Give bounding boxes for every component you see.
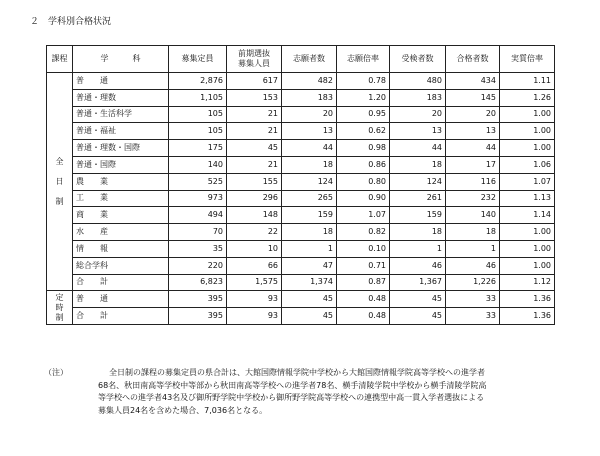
subject-cell: 普通・福祉 xyxy=(73,123,169,140)
real-ratio-cell: 1.26 xyxy=(500,89,555,106)
header-row xyxy=(47,46,555,73)
quota-cell: 105 xyxy=(169,123,227,140)
passed-cell: 44 xyxy=(446,140,500,157)
app-ratio-cell: 1.20 xyxy=(337,89,390,106)
table-row xyxy=(47,190,555,207)
real-ratio-cell: 1.13 xyxy=(500,190,555,207)
applicants-cell: 124 xyxy=(282,173,337,190)
early-cell: 21 xyxy=(227,123,282,140)
footnote-line: 募集人員24名を含めた場合、7,036名となる。 xyxy=(98,405,268,415)
early-cell: 296 xyxy=(227,190,282,207)
examinees-cell: 45 xyxy=(390,291,446,308)
quota-cell: 105 xyxy=(169,106,227,123)
table-row xyxy=(47,224,555,241)
early-cell: 617 xyxy=(227,73,282,90)
early-cell: 155 xyxy=(227,173,282,190)
real-ratio-cell: 1.12 xyxy=(500,274,555,291)
applicants-cell: 159 xyxy=(282,207,337,224)
early-cell: 45 xyxy=(227,140,282,157)
passed-cell: 33 xyxy=(446,291,500,308)
app-ratio-cell: 0.48 xyxy=(337,291,390,308)
quota-cell: 35 xyxy=(169,240,227,257)
quota-cell: 70 xyxy=(169,224,227,241)
applicants-cell: 482 xyxy=(282,73,337,90)
table-row xyxy=(47,173,555,190)
header-applicants: 志願者数 xyxy=(282,46,337,73)
examinees-cell: 159 xyxy=(390,207,446,224)
early-cell: 21 xyxy=(227,156,282,173)
quota-cell: 494 xyxy=(169,207,227,224)
examinees-cell: 1,367 xyxy=(390,274,446,291)
quota-cell: 395 xyxy=(169,308,227,325)
header-quota: 募集定員 xyxy=(169,46,227,73)
passed-cell: 33 xyxy=(446,308,500,325)
early-cell: 1,575 xyxy=(227,274,282,291)
real-ratio-cell: 1.00 xyxy=(500,240,555,257)
early-cell: 93 xyxy=(227,291,282,308)
real-ratio-cell: 1.00 xyxy=(500,224,555,241)
passed-cell: 20 xyxy=(446,106,500,123)
examinees-cell: 46 xyxy=(390,257,446,274)
footnote xyxy=(44,367,564,417)
header-early: 前期選抜 募集人員 xyxy=(227,46,282,73)
applicants-cell: 20 xyxy=(282,106,337,123)
applicants-cell: 47 xyxy=(282,257,337,274)
footnote-label: （注） xyxy=(44,368,68,377)
app-ratio-cell: 1.07 xyxy=(337,207,390,224)
quota-cell: 6,823 xyxy=(169,274,227,291)
header-app-ratio: 志願倍率 xyxy=(337,46,390,73)
footnote-body xyxy=(98,367,564,417)
examinees-cell: 20 xyxy=(390,106,446,123)
passed-cell: 145 xyxy=(446,89,500,106)
app-ratio-cell: 0.71 xyxy=(337,257,390,274)
applicants-cell: 45 xyxy=(282,291,337,308)
quota-cell: 2,876 xyxy=(169,73,227,90)
examinees-cell: 45 xyxy=(390,308,446,325)
app-ratio-cell: 0.48 xyxy=(337,308,390,325)
subject-cell: 工 業 xyxy=(73,190,169,207)
table-row xyxy=(47,89,555,106)
footnote-line: 全日制の課程の募集定員の県合計は、大館国際情報学院中学校から大館国際情報学院高等学校への進学者 xyxy=(109,368,485,377)
app-ratio-cell: 0.62 xyxy=(337,123,390,140)
passed-cell: 18 xyxy=(446,224,500,241)
app-ratio-cell: 0.10 xyxy=(337,240,390,257)
applicants-cell: 265 xyxy=(282,190,337,207)
table-row xyxy=(47,240,555,257)
table-row xyxy=(47,106,555,123)
early-cell: 148 xyxy=(227,207,282,224)
app-ratio-cell: 0.90 xyxy=(337,190,390,207)
applicants-cell: 45 xyxy=(282,308,337,325)
quota-cell: 175 xyxy=(169,140,227,157)
early-cell: 22 xyxy=(227,224,282,241)
total-row xyxy=(47,274,555,291)
applicants-cell: 183 xyxy=(282,89,337,106)
passed-cell: 140 xyxy=(446,207,500,224)
passed-cell: 1 xyxy=(446,240,500,257)
applicants-cell: 13 xyxy=(282,123,337,140)
passed-cell: 1,226 xyxy=(446,274,500,291)
real-ratio-cell: 1.06 xyxy=(500,156,555,173)
passed-cell: 116 xyxy=(446,173,500,190)
early-cell: 93 xyxy=(227,308,282,325)
quota-cell: 220 xyxy=(169,257,227,274)
real-ratio-cell: 1.00 xyxy=(500,106,555,123)
subject-cell: 総合学科 xyxy=(73,257,169,274)
real-ratio-cell: 1.00 xyxy=(500,257,555,274)
quota-cell: 973 xyxy=(169,190,227,207)
subject-cell: 農 業 xyxy=(73,173,169,190)
admission-table xyxy=(46,45,555,325)
examinees-cell: 44 xyxy=(390,140,446,157)
examinees-cell: 183 xyxy=(390,89,446,106)
header-real-ratio: 実質倍率 xyxy=(500,46,555,73)
real-ratio-cell: 1.00 xyxy=(500,140,555,157)
early-cell: 10 xyxy=(227,240,282,257)
header-examinees: 受検者数 xyxy=(390,46,446,73)
real-ratio-cell: 1.00 xyxy=(500,123,555,140)
table-row xyxy=(47,140,555,157)
table-row xyxy=(47,73,555,90)
subject-cell: 情 報 xyxy=(73,240,169,257)
quota-cell: 525 xyxy=(169,173,227,190)
examinees-cell: 1 xyxy=(390,240,446,257)
app-ratio-cell: 0.95 xyxy=(337,106,390,123)
examinees-cell: 18 xyxy=(390,156,446,173)
footnote-line: 等学校への進学者43名及び御所野学院中学校から御所野学院高等学校への連携型中高一貫入学者選抜による xyxy=(98,393,485,403)
table-row xyxy=(47,257,555,274)
real-ratio-cell: 1.36 xyxy=(500,291,555,308)
table-row xyxy=(47,123,555,140)
passed-cell: 13 xyxy=(446,123,500,140)
total-row xyxy=(47,308,555,325)
app-ratio-cell: 0.86 xyxy=(337,156,390,173)
quota-cell: 140 xyxy=(169,156,227,173)
app-ratio-cell: 0.87 xyxy=(337,274,390,291)
header-course: 課程 xyxy=(47,46,73,73)
real-ratio-cell: 1.36 xyxy=(500,308,555,325)
subject-cell: 普 通 xyxy=(73,291,169,308)
subject-cell: 普通・国際 xyxy=(73,156,169,173)
table-row xyxy=(47,291,555,308)
early-cell: 66 xyxy=(227,257,282,274)
early-cell: 21 xyxy=(227,106,282,123)
passed-cell: 434 xyxy=(446,73,500,90)
passed-cell: 17 xyxy=(446,156,500,173)
examinees-cell: 124 xyxy=(390,173,446,190)
applicants-cell: 44 xyxy=(282,140,337,157)
examinees-cell: 261 xyxy=(390,190,446,207)
passed-cell: 46 xyxy=(446,257,500,274)
header-subject: 学 科 xyxy=(73,46,169,73)
early-cell: 153 xyxy=(227,89,282,106)
subject-cell: 普通・理数・国際 xyxy=(73,140,169,157)
subject-cell: 合 計 xyxy=(73,308,169,325)
subject-cell: 水 産 xyxy=(73,224,169,241)
applicants-cell: 1 xyxy=(282,240,337,257)
subject-cell: 普通・理数 xyxy=(73,89,169,106)
examinees-cell: 13 xyxy=(390,123,446,140)
app-ratio-cell: 0.82 xyxy=(337,224,390,241)
table-row xyxy=(47,156,555,173)
real-ratio-cell: 1.07 xyxy=(500,173,555,190)
full-time-label: 全 日 制 xyxy=(47,73,73,291)
subject-cell: 普 通 xyxy=(73,73,169,90)
applicants-cell: 1,374 xyxy=(282,274,337,291)
quota-cell: 395 xyxy=(169,291,227,308)
subject-cell: 商 業 xyxy=(73,207,169,224)
subject-cell: 普通・生活科学 xyxy=(73,106,169,123)
app-ratio-cell: 0.78 xyxy=(337,73,390,90)
app-ratio-cell: 0.98 xyxy=(337,140,390,157)
subject-cell: 合 計 xyxy=(73,274,169,291)
applicants-cell: 18 xyxy=(282,156,337,173)
quota-cell: 1,105 xyxy=(169,89,227,106)
passed-cell: 232 xyxy=(446,190,500,207)
real-ratio-cell: 1.14 xyxy=(500,207,555,224)
examinees-cell: 18 xyxy=(390,224,446,241)
footnote-line: 68名、秋田南高等学校中等部から秋田南高等学校への進学者78名、横手清陵学院中学校から横手清陵学院高 xyxy=(98,380,487,390)
app-ratio-cell: 0.80 xyxy=(337,173,390,190)
examinees-cell: 480 xyxy=(390,73,446,90)
part-time-label: 定 時 制 xyxy=(47,291,73,325)
table-row xyxy=(47,207,555,224)
header-passed: 合格者数 xyxy=(446,46,500,73)
page-title: ２ 学科別合格状況 xyxy=(30,17,112,27)
real-ratio-cell: 1.11 xyxy=(500,73,555,90)
applicants-cell: 18 xyxy=(282,224,337,241)
